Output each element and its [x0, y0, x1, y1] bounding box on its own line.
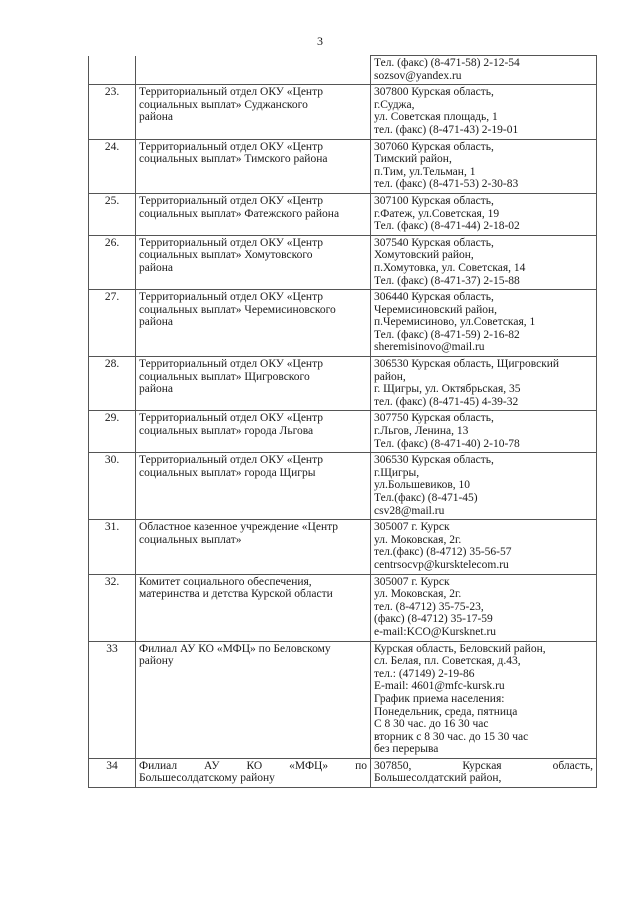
row-number: 32. — [89, 574, 136, 641]
organization-name: Территориальный отдел ОКУ «Центр социальных выплат» Тимского района — [136, 139, 371, 193]
email-link[interactable]: csv28@mail.ru — [374, 504, 445, 517]
organization-name: Территориальный отдел ОКУ «Центр социальных выплат» Фатежского района — [136, 193, 371, 235]
organization-name: Территориальный отдел ОКУ «Центр социальных выплат» Суджанского района — [136, 85, 371, 139]
organization-contacts: 305007 г. Курск ул. Моковская, 2г. тел.(факс) (8-4712) 35-56-57 centrsocvp@kursktelecom.ru — [371, 520, 597, 574]
table-row — [89, 758, 597, 787]
table-row — [89, 193, 597, 235]
table-row — [89, 139, 597, 193]
row-number: 27. — [89, 290, 136, 357]
row-number: 31. — [89, 520, 136, 574]
schedule-line: вторник с 8 30 час. до 15 30 час — [374, 730, 529, 743]
email-link[interactable]: e-mail:KCO@Kursknet.ru — [374, 625, 497, 638]
row-number: 34 — [89, 758, 136, 787]
email-link[interactable]: E-mail: 4601@mfc-kursk.ru — [374, 680, 505, 693]
organization-name — [136, 56, 371, 85]
organization-contacts: 306530 Курская область, г.Щигры, ул.Большевиков, 10 Тел.(факс) (8-471-45) csv28@mail.ru — [371, 453, 597, 520]
table-row — [89, 520, 597, 574]
organization-name: Комитет социального обеспечения, материнства и детства Курской области — [136, 574, 371, 641]
table-row — [89, 357, 597, 411]
table-row — [89, 290, 597, 357]
table-row — [89, 235, 597, 289]
row-number: 25. — [89, 193, 136, 235]
organization-name: Территориальный отдел ОКУ «Центр социальных выплат» Щигровского района — [136, 357, 371, 411]
row-number: 29. — [89, 411, 136, 453]
row-number: 33 — [89, 641, 136, 758]
table-row — [89, 453, 597, 520]
table-row — [89, 411, 597, 453]
contact-line: Тел. (факс) (8-471-58) 2-12-54 — [374, 57, 520, 69]
organization-contacts: 307800 Курская область, г.Суджа, ул. Советская площадь, 1 тел. (факс) (8-471-43) 2-19-01 — [371, 85, 597, 139]
organization-name: Филиал АУ КО «МФЦ» по Беловскому району — [136, 641, 371, 758]
email-link[interactable]: centrsocvp@kursktelecom.ru — [374, 558, 509, 571]
organization-name: Территориальный отдел ОКУ «Центр социальных выплат» Черемисиновского района — [136, 290, 371, 357]
page-number: 3 — [317, 34, 323, 48]
row-number: 24. — [89, 139, 136, 193]
organization-contacts: 307750 Курская область, г.Льгов, Ленина, 13 Тел. (факс) (8-471-40) 2-10-78 — [371, 411, 597, 453]
email-link[interactable]: sozsov@yandex.ru — [374, 69, 462, 82]
table-row — [89, 574, 597, 641]
organization-contacts: 305007 г. Курск ул. Моковская, 2г. тел. (8-4712) 35-75-23, (факс) (8-4712) 35-17-59 e-mail:KCO@Kursknet.ru — [371, 574, 597, 641]
row-number: 28. — [89, 357, 136, 411]
schedule-line: С 8 30 час. до 16 30 час — [374, 718, 489, 731]
organization-name: Территориальный отдел ОКУ «Центр социальных выплат» Хомутовского района — [136, 235, 371, 289]
organization-contacts — [371, 56, 597, 85]
organization-contacts: 306530 Курская область, Щигровский район, г. Щигры, ул. Октябрьская, 35 тел. (факс) (8-471-45) 4-39-32 — [371, 357, 597, 411]
organization-contacts: 306440 Курская область, Черемисиновский район, п.Черемисиново, ул.Советская, 1 Тел. (факс) (8-471-59) 2-16-82 sheremisinovo@mail.ru — [371, 290, 597, 357]
row-number: 23. — [89, 85, 136, 139]
organization-contacts: 307060 Курская область, Тимский район, п.Тим, ул.Тельман, 1 тел. (факс) (8-471-53) 2-30-83 — [371, 139, 597, 193]
row-number: 26. — [89, 235, 136, 289]
organization-name: Территориальный отдел ОКУ «Центр социальных выплат» города Щигры — [136, 453, 371, 520]
organization-contacts: Курская область, Беловский район, сл. Белая, пл. Советская, д.43, тел.: (47149) 2-19-86 E-mail: 4601@mfc-kursk.ru График приема населения: Понедельник, среда, пятница С 8 30 час. до 16 30 час вторник с 8 30 час. до 15 30 час без перерыва — [371, 641, 597, 758]
registry-table — [88, 55, 597, 788]
organization-contacts: 307100 Курская область, г.Фатеж, ул.Советская, 19 Тел. (факс) (8-471-44) 2-18-02 — [371, 193, 597, 235]
row-number — [89, 56, 136, 85]
organization-contacts: 307850, Курская область, Большесолдатский район, — [371, 758, 597, 787]
table-row — [89, 56, 597, 85]
email-link[interactable]: sheremisinovo@mail.ru — [374, 341, 485, 354]
row-number: 30. — [89, 453, 136, 520]
table-row — [89, 85, 597, 139]
table-row — [89, 641, 597, 758]
organization-name: Областное казенное учреждение «Центр социальных выплат» — [136, 520, 371, 574]
organization-name: Филиал АУ КО «МФЦ» по Большесолдатскому району — [136, 758, 371, 787]
organization-name: Территориальный отдел ОКУ «Центр социальных выплат» города Льгова — [136, 411, 371, 453]
organization-contacts: 307540 Курская область, Хомутовский район, п.Хомутовка, ул. Советская, 14 Тел. (факс) (8-471-37) 2-15-88 — [371, 235, 597, 289]
